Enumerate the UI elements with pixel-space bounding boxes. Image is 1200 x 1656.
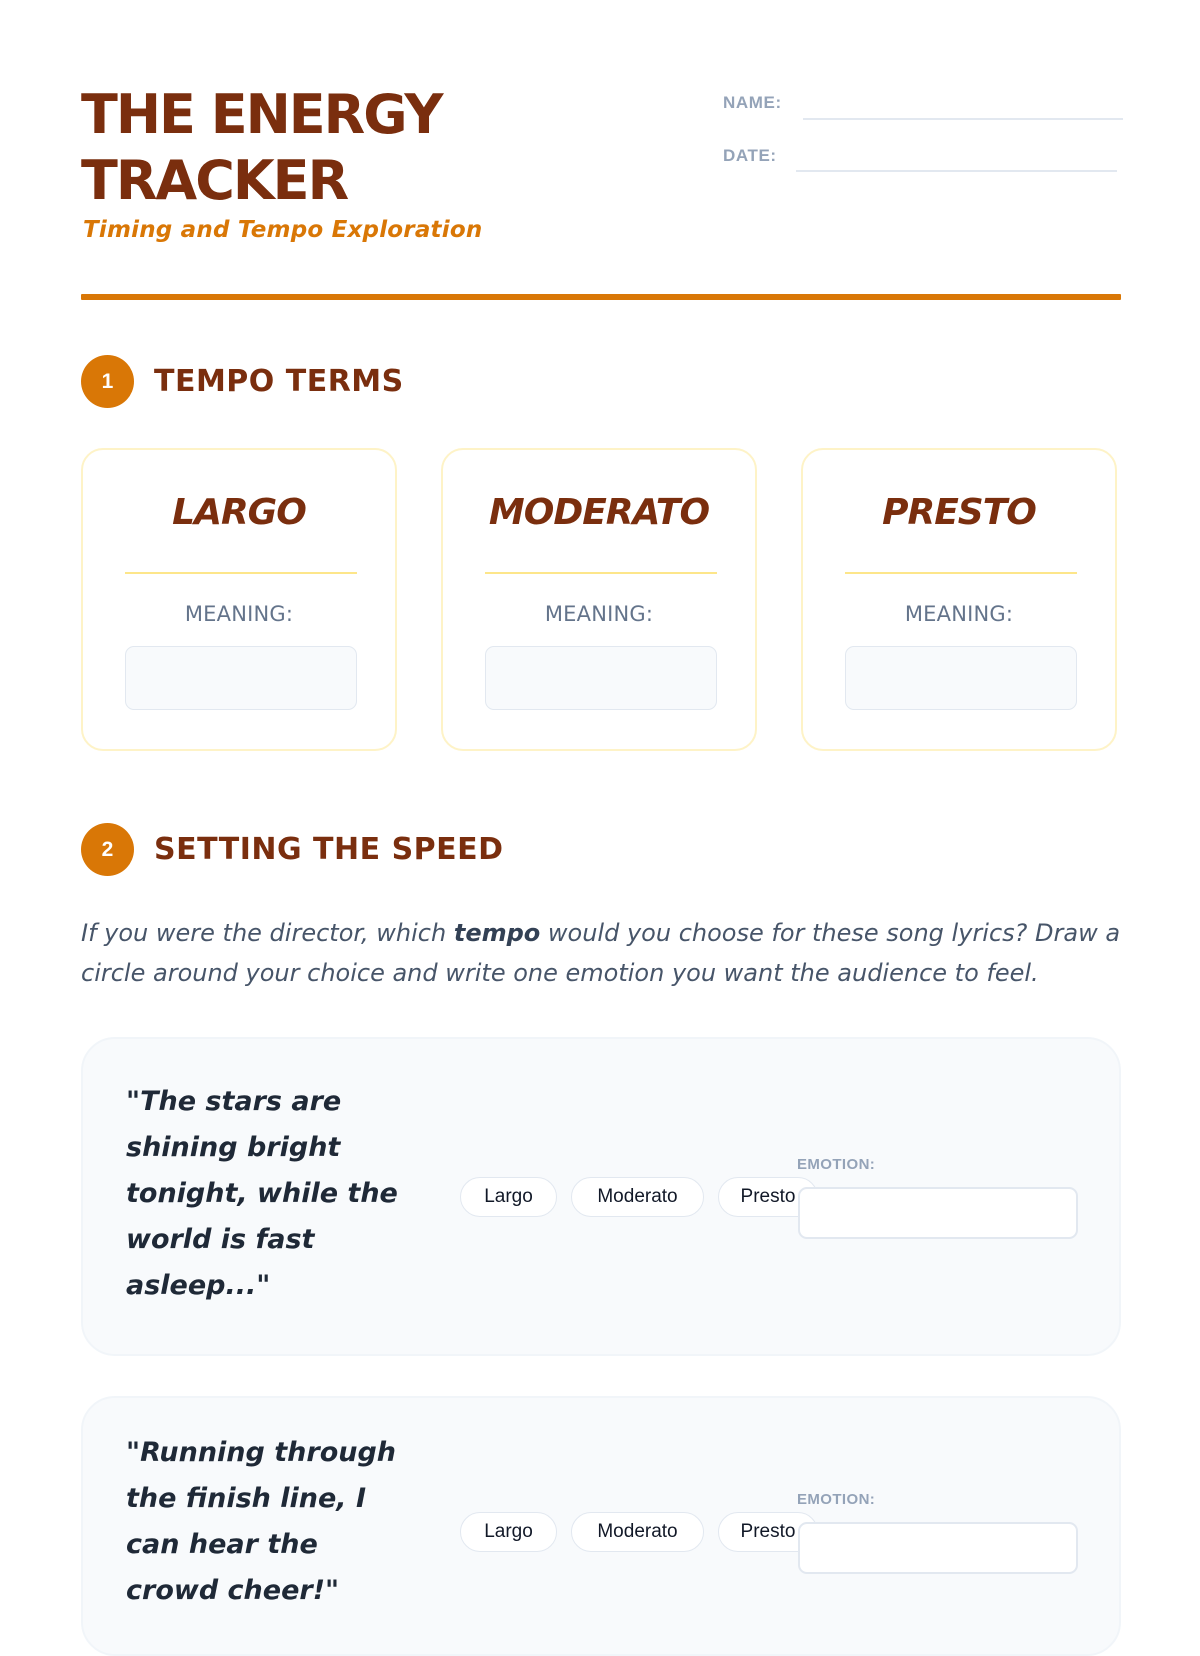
lyric-quote: "The stars are shining bright tonight, while the world is fast asleep..."	[126, 1086, 398, 1301]
section-setting-speed	[81, 823, 681, 877]
instructions-lead: If you were the director, which	[81, 919, 454, 947]
card-divider	[125, 572, 357, 574]
tempo-option-presto[interactable]: Presto	[718, 1177, 818, 1217]
tempo-card-largo	[81, 448, 397, 751]
date-label: DATE:	[723, 146, 777, 165]
emotion-input[interactable]	[798, 1187, 1078, 1239]
meaning-answer-box[interactable]	[845, 646, 1077, 710]
name-field[interactable]	[803, 118, 1123, 120]
lyric-card	[81, 1037, 1121, 1356]
instructions-text	[81, 913, 1121, 993]
tempo-option-largo[interactable]: Largo	[460, 1177, 557, 1217]
worksheet-header	[81, 82, 1121, 292]
step-number-badge: 1	[81, 355, 134, 408]
section-title: TEMPO TERMS	[154, 364, 404, 399]
tempo-term: MODERATO	[488, 492, 710, 533]
meaning-answer-box[interactable]	[125, 646, 357, 710]
tempo-card-moderato	[441, 448, 757, 751]
lyric-quote: "Running through the finish line, I can hear the crowd cheer!"	[126, 1437, 397, 1606]
lyric-card	[81, 1396, 1121, 1656]
name-label: NAME:	[723, 93, 782, 112]
step-number-badge: 2	[81, 823, 134, 876]
date-field[interactable]	[796, 170, 1117, 172]
emotion-input[interactable]	[798, 1522, 1078, 1574]
section-tempo-terms	[81, 355, 681, 409]
page-title: THE ENERGY TRACKER	[81, 83, 442, 212]
meaning-answer-box[interactable]	[485, 646, 717, 710]
tempo-card-presto	[801, 448, 1117, 751]
tempo-option-presto[interactable]: Presto	[718, 1512, 818, 1552]
instructions-keyword: tempo	[453, 919, 541, 947]
tempo-option-largo[interactable]: Largo	[460, 1512, 557, 1552]
emotion-label: EMOTION:	[797, 1156, 876, 1173]
tempo-term: PRESTO	[882, 492, 1036, 533]
tempo-option-moderato[interactable]: Moderato	[571, 1177, 704, 1217]
header-divider	[81, 294, 1121, 300]
tempo-term: LARGO	[172, 492, 306, 533]
tempo-option-moderato[interactable]: Moderato	[571, 1512, 704, 1552]
tempo-term-cards	[81, 448, 1121, 754]
page-subtitle: Timing and Tempo Exploration	[83, 217, 483, 243]
meaning-label: MEANING:	[184, 602, 294, 626]
instructions-rest: would you choose for these song lyrics? Draw a circle around your choice and write one emotion you want the audience to feel.	[81, 919, 1121, 987]
name-row	[723, 85, 1123, 121]
meaning-label: MEANING:	[544, 602, 654, 626]
card-divider	[845, 572, 1077, 574]
meaning-label: MEANING:	[904, 602, 1014, 626]
card-divider	[485, 572, 717, 574]
date-row	[723, 138, 1123, 174]
emotion-label: EMOTION:	[797, 1491, 876, 1508]
section-title: SETTING THE SPEED	[154, 832, 504, 867]
